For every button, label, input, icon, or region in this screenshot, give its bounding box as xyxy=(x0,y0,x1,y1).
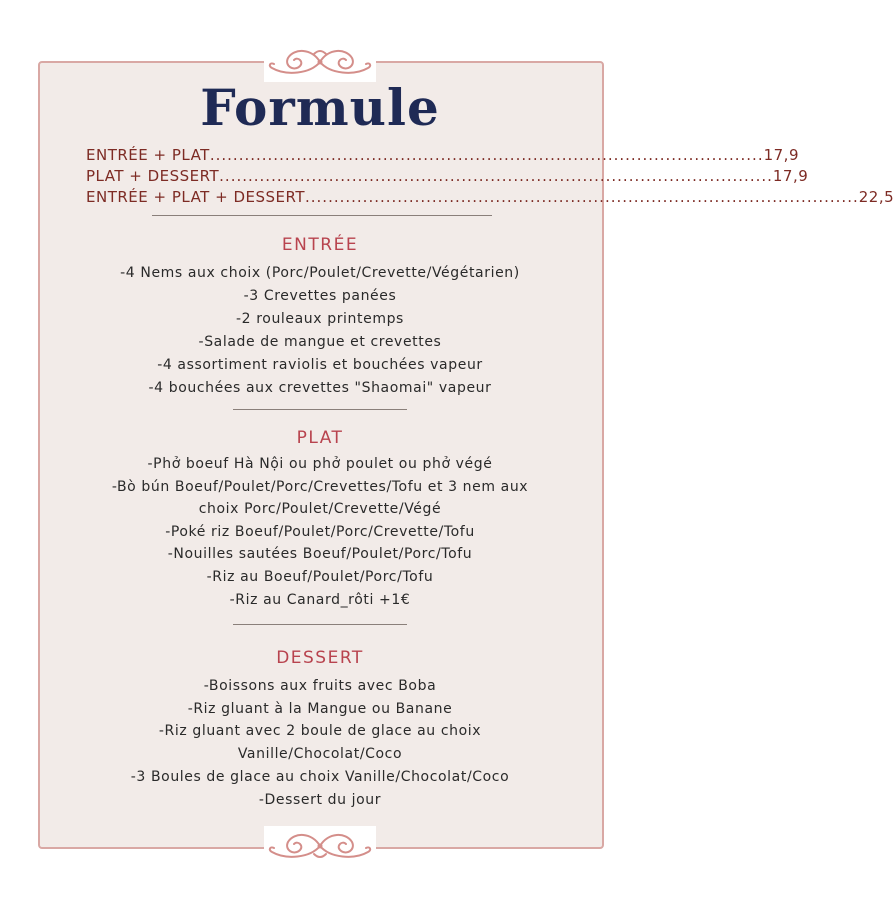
formula-price: 17,9 xyxy=(763,146,799,164)
menu-item: -Salade de mangue et crevettes xyxy=(198,334,442,350)
menu-item: -Boissons aux fruits avec Boba xyxy=(203,678,437,694)
formula-price: 17,9 xyxy=(772,167,809,185)
menu-item: -Dessert du jour xyxy=(258,792,382,808)
menu-item: -Riz au Boeuf/Poulet/Porc/Tofu xyxy=(206,569,434,585)
menu-item: -Nouilles sautées Boeuf/Poulet/Porc/Tofu xyxy=(167,546,473,562)
menu-item: Vanille/Chocolat/Coco xyxy=(237,746,403,762)
divider xyxy=(152,215,492,216)
section-title-dessert: DESSERT xyxy=(276,648,364,668)
menu-item: -Riz gluant avec 2 boule de glace au choix xyxy=(158,723,482,739)
menu-item: -4 Nems aux choix (Porc/Poulet/Crevette/Végétarien) xyxy=(120,265,520,281)
flourish-ornament-bottom-icon xyxy=(264,826,376,866)
formula-row xyxy=(86,188,894,206)
section-title-entree: ENTRÉE xyxy=(281,235,359,255)
menu-item: -Riz gluant à la Mangue ou Banane xyxy=(187,701,453,717)
formula-leader-dots: ................................................................................................ xyxy=(209,146,764,164)
formula-price: 22,5 xyxy=(858,188,894,206)
formula-row xyxy=(86,146,799,164)
formula-label: ENTRÉE + PLAT + DESSERT xyxy=(86,188,305,206)
menu-item: -Bò bún Boeuf/Poulet/Porc/Crevettes/Tofu et 3 nem aux xyxy=(111,479,529,495)
formula-row xyxy=(86,167,809,185)
formula-leader-dots: ................................................................................................ xyxy=(305,188,859,206)
menu-item: -Phở boeuf Hà Nội ou phở poulet ou phở végé xyxy=(147,456,493,472)
divider xyxy=(233,624,407,625)
menu-item: choix Porc/Poulet/Crevette/Végé xyxy=(198,501,442,517)
section-title-plat: PLAT xyxy=(296,428,344,448)
menu-item: -4 bouchées aux crevettes "Shaomai" vapeur xyxy=(148,380,492,396)
menu-item: -Riz au Canard_rôti +1€ xyxy=(229,592,411,608)
menu-item: -2 rouleaux printemps xyxy=(236,311,404,327)
menu-item: -Poké riz Boeuf/Poulet/Porc/Crevette/Tofu xyxy=(165,524,475,540)
divider xyxy=(233,409,407,410)
formula-label: PLAT + DESSERT xyxy=(86,167,220,185)
menu-item: -4 assortiment raviolis et bouchées vapeur xyxy=(157,357,483,373)
menu-item: -3 Crevettes panées xyxy=(243,288,397,304)
page-title: Formule xyxy=(200,78,440,137)
menu-item: -3 Boules de glace au choix Vanille/Chocolat/Coco xyxy=(130,769,510,785)
formula-leader-dots: ................................................................................................ xyxy=(219,167,773,185)
formula-label: ENTRÉE + PLAT xyxy=(86,146,210,164)
flourish-ornament-top-icon xyxy=(264,42,376,82)
